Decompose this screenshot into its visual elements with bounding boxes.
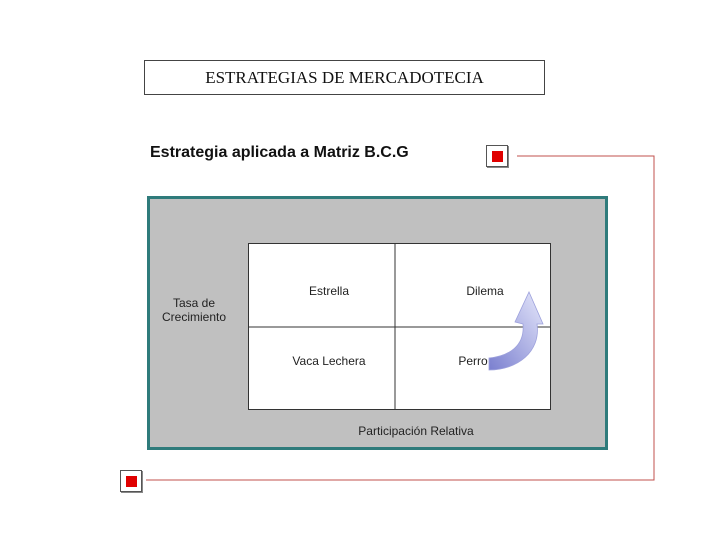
y-axis-label: Tasa de Crecimiento <box>161 296 227 324</box>
quadrant-estrella: Estrella <box>308 284 349 298</box>
quadrant-perro: Perro <box>458 354 488 368</box>
bcg-matrix <box>248 243 551 410</box>
curved-arrow-icon <box>485 284 547 374</box>
x-axis-label: Participación Relativa <box>358 424 474 438</box>
subtitle: Estrategia aplicada a Matriz B.C.G <box>150 144 409 161</box>
quadrant-vaca-lechera: Vaca Lechera <box>292 354 366 368</box>
top-marker-icon <box>486 145 508 167</box>
bottom-marker-icon <box>120 470 142 492</box>
quadrant-dilema: Dilema <box>466 284 504 298</box>
page-title: ESTRATEGIAS DE MERCADOTECIA <box>205 67 484 87</box>
